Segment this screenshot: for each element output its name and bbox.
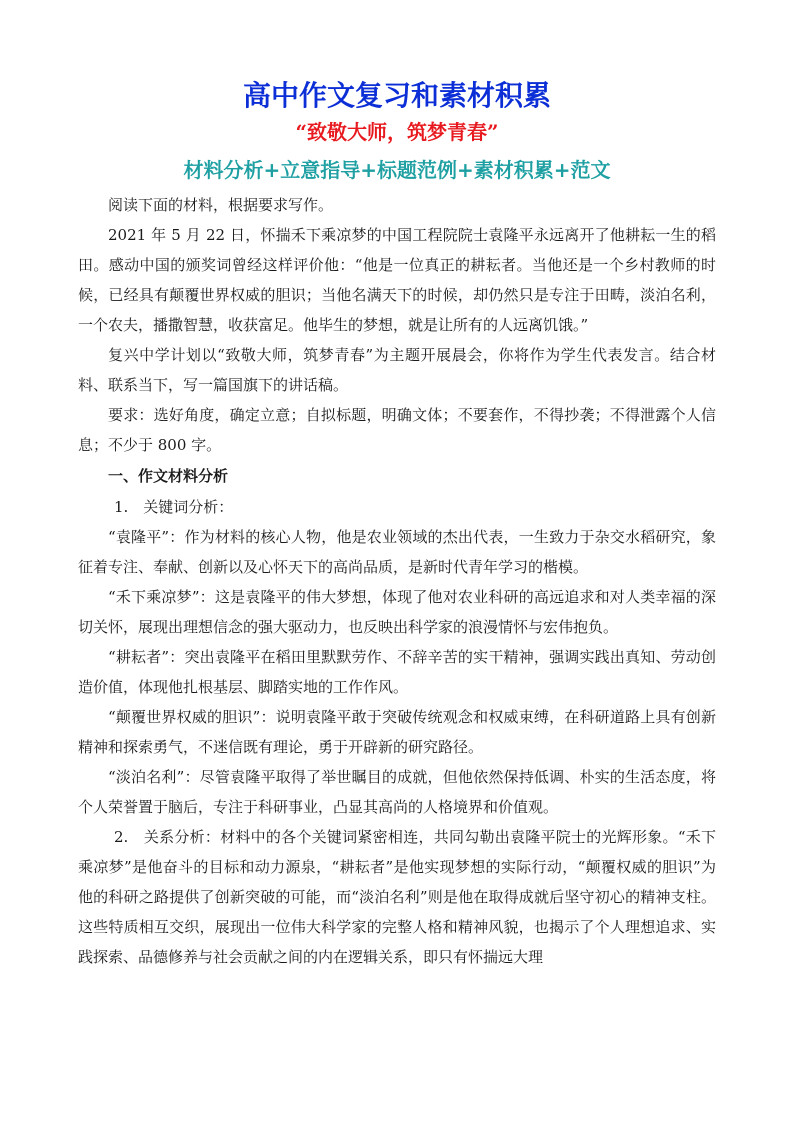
keyword-paragraph: “袁隆平”：作为材料的核心人物，他是农业领域的杰出代表，一生致力于杂交水稻研究，象征着专注、奉献、创新以及心怀天下的高尚品质，是新时代青年学习的楷模。 xyxy=(78,528,716,576)
keyword-paragraph: “耕耘者”：突出袁隆平在稻田里默默劳作、不辞辛苦的实干精神，强调实践出真知、劳动创造价值，体现他扎根基层、脚踏实地的工作作风。 xyxy=(78,648,716,696)
prompt-material: 2021 年 5 月 22 日，怀揣禾下乘凉梦的中国工程院院士袁隆平永远离开了他耕耘一生的稻田。感动中国的颁奖词曾经这样评价他：“他是一位真正的耕耘者。当他还是一个乡村教师的时候，已经具有颠覆世界权威的胆识；当他名满天下的时候，却仍然只是专注于田畴，淡泊名利，一个农夫，播撒智慧，收获富足。他毕生的梦想，就是让所有的人远离饥饿。” xyxy=(78,226,716,334)
prompt-requirements: 要求：选好角度，确定立意；自拟标题，明确文体；不要套作，不得抄袭；不得泄露个人信息；不少于 800 字。 xyxy=(78,406,716,454)
prompt-intro: 阅读下面的材料，根据要求写作。 xyxy=(108,196,334,214)
relation-analysis-paragraph: 2. 关系分析：材料中的各个关键词紧密相连，共同勾勒出袁隆平院士的光辉形象。“禾下乘凉梦”是他奋斗的目标和动力源泉，“耕耘者”是他实现梦想的实际行动，“颠覆权威的胆识”为他的科研之路提供了创新突破的可能，而“淡泊名利”则是他在取得成就后坚守初心的精神支柱。这些特质相互交织，展现出一位伟大科学家的完整人格和精神风貌，也揭示了个人理想追求、实践探索、品德修养与社会贡献之间的内在逻辑关系，即只有怀揣远大理 xyxy=(78,828,716,966)
section-heading: 一、作文材料分析 xyxy=(108,467,229,485)
document-subtitle: “致敬大师，筑梦青春” xyxy=(295,120,499,144)
keyword-analysis-heading: 1. 关键词分析： xyxy=(114,498,234,516)
keyword-paragraph: “禾下乘凉梦”：这是袁隆平的伟大梦想，体现了他对农业科研的高远追求和对人类幸福的深切关怀，展现出理想信念的强大驱动力，也反映出科学家的浪漫情怀与宏伟抱负。 xyxy=(78,588,716,636)
document-tagline: 材料分析+立意指导+标题范例+素材积累+范文 xyxy=(183,158,611,182)
keyword-paragraph: “淡泊名利”：尽管袁隆平取得了举世瞩目的成就，但他依然保持低调、朴实的生活态度，将个人荣誉置于脑后，专注于科研事业，凸显其高尚的人格境界和价值观。 xyxy=(78,768,716,816)
prompt-task: 复兴中学计划以“致敬大师，筑梦青春”为主题开展晨会，你将作为学生代表发言。结合材料、联系当下，写一篇国旗下的讲话稿。 xyxy=(78,346,716,394)
document-title: 高中作文复习和素材积累 xyxy=(242,79,551,112)
keyword-paragraph: “颠覆世界权威的胆识”：说明袁隆平敢于突破传统观念和权威束缚，在科研道路上具有创新精神和探索勇气，不迷信既有理论，勇于开辟新的研究路径。 xyxy=(78,708,716,756)
